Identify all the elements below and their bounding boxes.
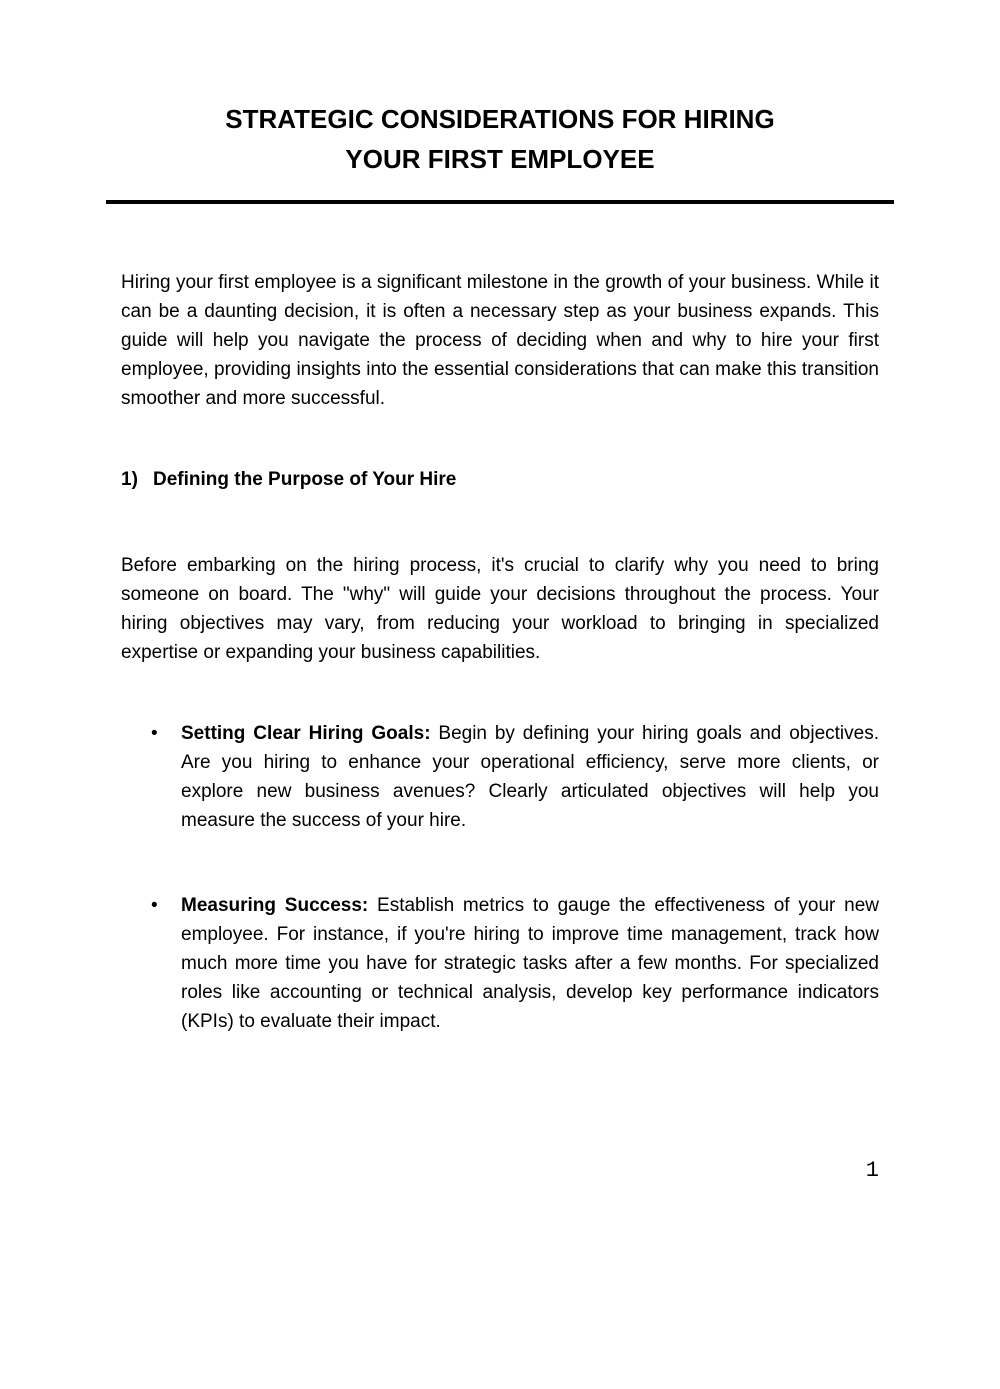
section-1-bullet-list — [121, 719, 879, 1036]
bullet-rest-text: Begin by defining your hiring goals and objectives. Are you hiring to enhance your operational efficiency, serve more clients, or explore new business avenues? Clearly articulated objectives will help you measure the success of your hire. — [181, 723, 879, 831]
section-1-number: 1) — [121, 469, 138, 490]
bullet-item-setting-clear-hiring-goals — [121, 719, 879, 835]
section-1-heading — [121, 465, 879, 494]
page-number: 1 — [865, 1158, 879, 1183]
bullet-item-measuring-success — [121, 891, 879, 1036]
bullet-item-text — [181, 719, 879, 835]
bullet-lead-in: Setting Clear Hiring Goals: — [181, 723, 431, 744]
bullet-item-text — [181, 891, 879, 1036]
section-1-paragraph: Before embarking on the hiring process, it's crucial to clarify why you need to bring someone on board. The "why" will guide your decisions throughout the process. Your hiring objectives may vary, from reducing your workload to bringing in specialized expertise or expanding your business capabilities. — [121, 555, 879, 663]
bullet-marker-icon: • — [151, 895, 158, 916]
title-divider-rule — [106, 200, 894, 204]
bullet-rest-text: Establish metrics to gauge the effectiveness of your new employee. For instance, if you're hiring to improve time management, track how much more time you have for strategic tasks after a few months. For specialized roles like accounting or technical analysis, develop key performance indicators (KPIs) to evaluate their impact. — [181, 895, 879, 1032]
document-title-line-2: YOUR FIRST EMPLOYEE — [345, 144, 655, 174]
section-1-heading-text: Defining the Purpose of Your Hire — [153, 469, 457, 490]
document-page — [0, 99, 1000, 1389]
intro-paragraph: Hiring your first employee is a significant milestone in the growth of your business. While it can be a daunting decision, it is often a necessary step as your business expands. This guide will help you navigate the process of deciding when and why to hire your first employee, providing insights into the essential considerations that can make this transition smoother and more successful. — [121, 272, 879, 409]
document-title-line-1: STRATEGIC CONSIDERATIONS FOR HIRING — [225, 104, 775, 134]
document-title — [121, 99, 879, 179]
bullet-lead-in: Measuring Success: — [181, 895, 369, 916]
bullet-marker-icon: • — [151, 723, 158, 744]
